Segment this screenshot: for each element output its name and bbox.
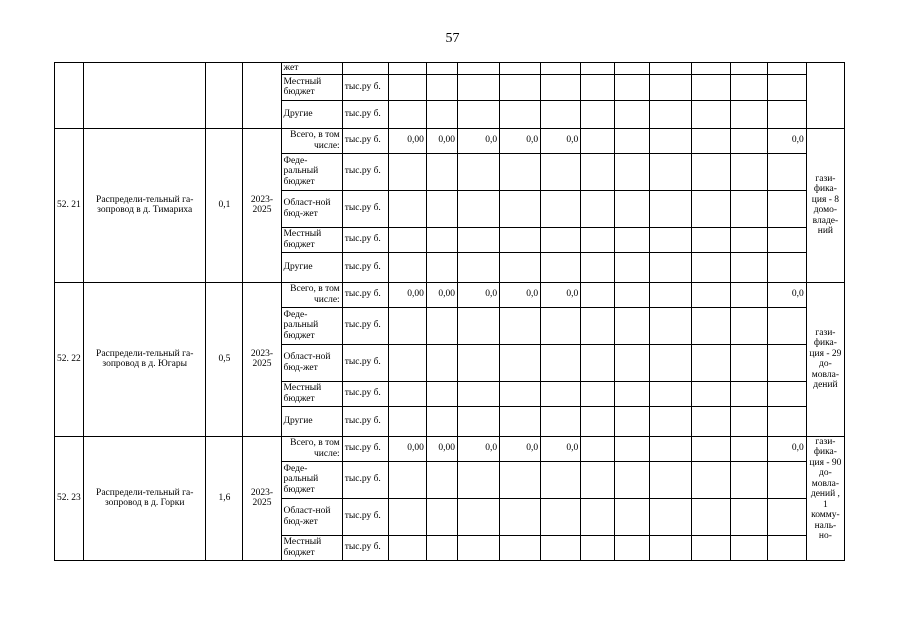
empty-cell (581, 461, 615, 498)
unit-cell: тыс.ру б. (342, 381, 388, 406)
value-cell: 0,00 (388, 436, 426, 461)
empty-cell (767, 153, 806, 190)
value-cell: 0,0 (500, 282, 541, 307)
project-name: Распредели-тельный га-зопровод в д. Югары (84, 282, 206, 436)
empty-cell (730, 436, 767, 461)
empty-cell (650, 307, 691, 344)
unit-cell: тыс.ру б. (342, 307, 388, 344)
empty-cell (457, 498, 499, 535)
empty-cell (691, 307, 730, 344)
empty-cell (457, 381, 499, 406)
project-length: 1,6 (206, 436, 243, 560)
empty-cell (691, 252, 730, 282)
empty-cell (426, 307, 457, 344)
empty-cell (767, 252, 806, 282)
empty-cell (730, 74, 767, 100)
empty-cell (541, 344, 581, 381)
empty-cell (615, 100, 650, 128)
empty-cell (541, 74, 581, 100)
empty-cell (581, 128, 615, 153)
empty-cell (650, 100, 691, 128)
empty-cell (615, 461, 650, 498)
empty-cell (730, 307, 767, 344)
empty-cell (767, 190, 806, 227)
empty-cell (457, 252, 499, 282)
empty-cell (457, 461, 499, 498)
empty-cell (691, 406, 730, 436)
empty-cell (615, 227, 650, 252)
empty-cell (730, 63, 767, 75)
value-cell: 0,0 (457, 436, 499, 461)
empty-cell (426, 252, 457, 282)
empty-cell (457, 74, 499, 100)
empty-cell (581, 535, 615, 560)
empty-cell (615, 63, 650, 75)
empty-cell (767, 535, 806, 560)
value-cell: 0,00 (388, 282, 426, 307)
unit-cell: тыс.ру б. (342, 190, 388, 227)
empty-cell (500, 535, 541, 560)
empty-cell (388, 227, 426, 252)
empty-cell (691, 282, 730, 307)
empty-cell (650, 63, 691, 75)
empty-cell (388, 100, 426, 128)
source-cell: Местный бюджет (281, 227, 342, 252)
empty-cell (615, 344, 650, 381)
empty-cell (650, 535, 691, 560)
value-cell: 0,0 (541, 282, 581, 307)
empty-cell (500, 344, 541, 381)
empty-cell (388, 344, 426, 381)
empty-cell (615, 128, 650, 153)
value-cell: 0,00 (388, 128, 426, 153)
project-note: гази-фика-ция - 8 домо-владе-ний (806, 128, 844, 282)
empty-cell (615, 190, 650, 227)
project-length: 0,1 (206, 128, 243, 282)
empty-cell (581, 74, 615, 100)
empty-cell (500, 381, 541, 406)
empty-cell (426, 74, 457, 100)
project-length: 0,5 (206, 282, 243, 436)
empty-cell (615, 535, 650, 560)
empty-cell (650, 406, 691, 436)
empty-cell (615, 307, 650, 344)
num-cell (55, 63, 84, 129)
empty-cell (767, 100, 806, 128)
empty-cell (457, 227, 499, 252)
empty-cell (388, 153, 426, 190)
project-name: Распредели-тельный га-зопровод в д. Тимариха (84, 128, 206, 282)
empty-cell (541, 252, 581, 282)
empty-cell (615, 153, 650, 190)
empty-cell (650, 381, 691, 406)
empty-cell (730, 227, 767, 252)
table-row (55, 128, 845, 153)
empty-cell (650, 436, 691, 461)
empty-cell (581, 252, 615, 282)
value-cell: 0,0 (500, 128, 541, 153)
empty-cell (500, 252, 541, 282)
empty-cell (650, 461, 691, 498)
empty-cell (730, 100, 767, 128)
empty-cell (426, 227, 457, 252)
empty-cell (426, 461, 457, 498)
unit-cell: тыс.ру б. (342, 498, 388, 535)
empty-cell (650, 128, 691, 153)
source-cell: Феде-ральный бюджет (281, 307, 342, 344)
unit-cell: тыс.ру б. (342, 100, 388, 128)
empty-cell (457, 100, 499, 128)
value-cell: 0,00 (426, 282, 457, 307)
empty-cell (730, 535, 767, 560)
empty-cell (581, 63, 615, 75)
empty-cell (650, 153, 691, 190)
empty-cell (691, 535, 730, 560)
source-cell: Област-ной бюд-жет (281, 498, 342, 535)
empty-cell (730, 461, 767, 498)
empty-cell (541, 498, 581, 535)
empty-cell (767, 227, 806, 252)
unit-cell: тыс.ру б. (342, 282, 388, 307)
value-cell: 0,0 (767, 282, 806, 307)
value-cell: 0,0 (457, 282, 499, 307)
empty-cell (691, 63, 730, 75)
empty-cell (615, 381, 650, 406)
empty-cell (426, 498, 457, 535)
empty-cell (457, 406, 499, 436)
source-cell: Другие (281, 406, 342, 436)
empty-cell (767, 461, 806, 498)
unit-cell (342, 63, 388, 75)
empty-cell (730, 282, 767, 307)
source-cell: Феде-ральный бюджет (281, 153, 342, 190)
empty-cell (541, 63, 581, 75)
table-row (55, 282, 845, 307)
empty-cell (581, 100, 615, 128)
unit-cell: тыс.ру б. (342, 406, 388, 436)
project-number: 52. 21 (55, 128, 84, 282)
empty-cell (500, 498, 541, 535)
empty-cell (767, 406, 806, 436)
empty-cell (691, 344, 730, 381)
table-row (55, 63, 845, 75)
source-cell: Всего, в том числе: (281, 436, 342, 461)
empty-cell (500, 227, 541, 252)
empty-cell (541, 100, 581, 128)
empty-cell (730, 252, 767, 282)
value-cell: 0,00 (426, 436, 457, 461)
source-cell: Феде-ральный бюджет (281, 461, 342, 498)
project-note: гази-фика-ция - 90 до-мовла-дений , 1 комму-наль-но- (806, 436, 844, 560)
project-period: 2023-2025 (243, 282, 281, 436)
source-cell: Всего, в том числе: (281, 282, 342, 307)
name-cell (84, 63, 206, 129)
empty-cell (650, 227, 691, 252)
empty-cell (581, 153, 615, 190)
empty-cell (650, 190, 691, 227)
project-number: 52. 22 (55, 282, 84, 436)
empty-cell (767, 381, 806, 406)
empty-cell (457, 307, 499, 344)
empty-cell (650, 282, 691, 307)
source-cell: Област-ной бюд-жет (281, 190, 342, 227)
source-cell: Област-ной бюд-жет (281, 344, 342, 381)
empty-cell (388, 252, 426, 282)
period-cell (243, 63, 281, 129)
empty-cell (691, 100, 730, 128)
empty-cell (457, 344, 499, 381)
empty-cell (426, 535, 457, 560)
value-cell: 0,0 (500, 436, 541, 461)
empty-cell (500, 190, 541, 227)
empty-cell (426, 381, 457, 406)
empty-cell (730, 498, 767, 535)
unit-cell: тыс.ру б. (342, 252, 388, 282)
empty-cell (691, 227, 730, 252)
value-cell: 0,0 (457, 128, 499, 153)
unit-cell: тыс.ру б. (342, 128, 388, 153)
empty-cell (426, 406, 457, 436)
empty-cell (388, 406, 426, 436)
empty-cell (581, 406, 615, 436)
empty-cell (541, 535, 581, 560)
empty-cell (730, 190, 767, 227)
empty-cell (426, 100, 457, 128)
empty-cell (581, 190, 615, 227)
empty-cell (500, 100, 541, 128)
empty-cell (581, 436, 615, 461)
empty-cell (615, 406, 650, 436)
unit-cell: тыс.ру б. (342, 535, 388, 560)
empty-cell (388, 535, 426, 560)
empty-cell (691, 190, 730, 227)
empty-cell (767, 344, 806, 381)
note-cell (806, 63, 844, 129)
empty-cell (767, 307, 806, 344)
empty-cell (541, 153, 581, 190)
empty-cell (541, 190, 581, 227)
value-cell: 0,0 (767, 128, 806, 153)
empty-cell (767, 63, 806, 75)
empty-cell (691, 436, 730, 461)
empty-cell (500, 461, 541, 498)
empty-cell (691, 381, 730, 406)
empty-cell (388, 461, 426, 498)
empty-cell (767, 498, 806, 535)
empty-cell (388, 498, 426, 535)
empty-cell (541, 461, 581, 498)
empty-cell (615, 436, 650, 461)
empty-cell (730, 153, 767, 190)
empty-cell (388, 190, 426, 227)
source-cell: Местный бюджет (281, 535, 342, 560)
value-cell: 0,0 (541, 128, 581, 153)
empty-cell (581, 227, 615, 252)
empty-cell (581, 498, 615, 535)
empty-cell (730, 344, 767, 381)
empty-cell (426, 190, 457, 227)
source-cell: Другие (281, 252, 342, 282)
value-cell: 0,00 (426, 128, 457, 153)
value-cell: 0,0 (541, 436, 581, 461)
project-note: гази-фика-ция - 29 до-мовла-дений (806, 282, 844, 436)
empty-cell (615, 252, 650, 282)
source-cell: Местный бюджет (281, 74, 342, 100)
empty-cell (650, 344, 691, 381)
empty-cell (581, 344, 615, 381)
empty-cell (581, 282, 615, 307)
empty-cell (615, 498, 650, 535)
page-number: 57 (445, 31, 460, 46)
empty-cell (500, 63, 541, 75)
empty-cell (500, 74, 541, 100)
empty-cell (426, 153, 457, 190)
empty-cell (457, 190, 499, 227)
source-cell: Всего, в том числе: (281, 128, 342, 153)
project-number: 52. 23 (55, 436, 84, 560)
unit-cell: тыс.ру б. (342, 344, 388, 381)
unit-cell: тыс.ру б. (342, 461, 388, 498)
empty-cell (730, 406, 767, 436)
empty-cell (730, 381, 767, 406)
unit-cell: тыс.ру б. (342, 74, 388, 100)
empty-cell (650, 252, 691, 282)
empty-cell (541, 227, 581, 252)
source-cell: Местный бюджет (281, 381, 342, 406)
empty-cell (500, 307, 541, 344)
source-cell: Другие (281, 100, 342, 128)
empty-cell (691, 498, 730, 535)
empty-cell (457, 535, 499, 560)
empty-cell (691, 153, 730, 190)
empty-cell (388, 307, 426, 344)
empty-cell (500, 153, 541, 190)
source-cell: жет (281, 63, 342, 75)
unit-cell: тыс.ру б. (342, 227, 388, 252)
empty-cell (691, 461, 730, 498)
project-period: 2023-2025 (243, 128, 281, 282)
empty-cell (615, 74, 650, 100)
length-cell (206, 63, 243, 129)
unit-cell: тыс.ру б. (342, 153, 388, 190)
empty-cell (426, 344, 457, 381)
empty-cell (457, 153, 499, 190)
empty-cell (691, 74, 730, 100)
empty-cell (767, 74, 806, 100)
empty-cell (581, 381, 615, 406)
empty-cell (457, 63, 499, 75)
budget-table (54, 62, 845, 561)
unit-cell: тыс.ру б. (342, 436, 388, 461)
empty-cell (388, 63, 426, 75)
project-name: Распредели-тельный га-зопровод в д. Горки (84, 436, 206, 560)
empty-cell (691, 128, 730, 153)
empty-cell (500, 406, 541, 436)
value-cell: 0,0 (767, 436, 806, 461)
empty-cell (426, 63, 457, 75)
table-row (55, 436, 845, 461)
empty-cell (730, 128, 767, 153)
empty-cell (581, 307, 615, 344)
empty-cell (650, 74, 691, 100)
empty-cell (650, 498, 691, 535)
project-period: 2023-2025 (243, 436, 281, 560)
empty-cell (541, 406, 581, 436)
empty-cell (388, 381, 426, 406)
empty-cell (388, 74, 426, 100)
empty-cell (615, 282, 650, 307)
empty-cell (541, 381, 581, 406)
empty-cell (541, 307, 581, 344)
